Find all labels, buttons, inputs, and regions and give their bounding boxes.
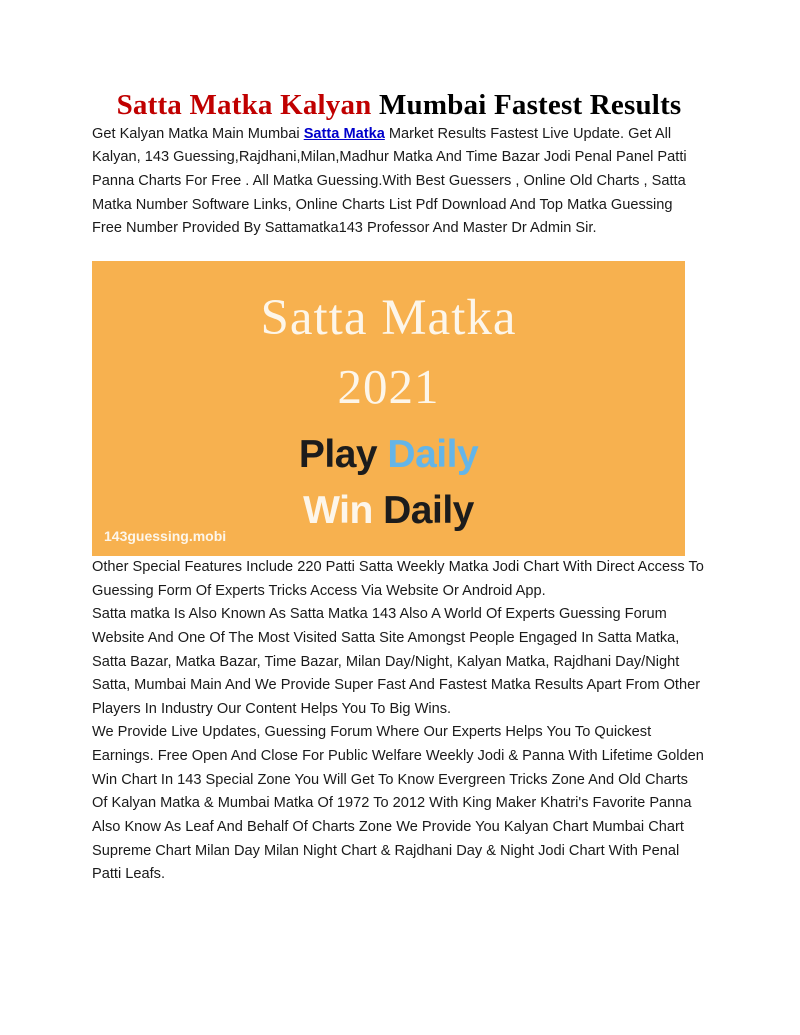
banner-play-daily-line (92, 433, 685, 477)
banner-play-word: Play (298, 433, 388, 476)
page-title (92, 0, 706, 123)
body-paragraph-3: We Provide Live Updates, Guessing Forum Where Our Experts Helps You To Quickest Earnings. Free Open And Close For Public Welfare Weekly Jodi & Panna With Lifetime Golden Win Chart In 143 Special Zone You Will Get To Know Evergreen Tricks Zone And Old Charts Of Kalyan Matka & Mumbai Matka Of 1972 To 2012 With King Maker Khatri's Favorite Panna Also Know As Leaf And Behalf Of Charts Zone We Provide You Kalyan Chart Mumbai Chart Supreme Chart Milan Day Milan Night Chart & Rajdhani Day & Night Jodi Chart With Penal Patti Leafs. (92, 724, 704, 883)
page-title-rest: Mumbai Fastest Results (371, 89, 682, 121)
body-paragraph-2: Satta matka Is Also Known As Satta Matka 143 Also A World Of Experts Guessing Forum Website And One Of The Most Visited Satta Site Amongst People Engaged In Satta Matka, Satta Bazar, Matka Bazar, Time Bazar, Milan Day/Night, Kalyan Matka, Rajdhani Day/Night Satta, Mumbai Main And We Provide Super Fast And Fastest Matka Results Apart From Other Players In Industry Our Content Helps You To Big Wins. (92, 606, 701, 717)
banner-year-line: 2021 (337, 359, 440, 414)
banner-daily-word-accent: Daily (387, 433, 479, 476)
page-title-highlight: Satta Matka Kalyan (116, 89, 372, 121)
banner-credit-text: 143guessing.mobi (104, 528, 227, 544)
intro-text-before-link: Get Kalyan Matka Main Mumbai (92, 125, 304, 142)
banner-win-daily-line (92, 489, 685, 533)
intro-paragraph (92, 123, 706, 241)
body-paragraph-1: Other Special Features Include 220 Patti Satta Weekly Matka Jodi Chart With Direct Access To Guessing Form Of Experts Tricks Access Via Website Or Android App. (92, 559, 704, 599)
banner-win-word: Win (303, 489, 384, 532)
intro-text-after-link: Market Results Fastest Live Update. Get All Kalyan, 143 Guessing,Rajdhani,Milan,Madhur Matka And Time Bazar Jodi Penal Panel Patti Panna Charts For Free . All Matka Guessing.With Best Guessers , Online Old Charts , Satta Matka Number Software Links, Online Charts List Pdf Download And Top Matka Guessing Free Number Provided By Sattamatka143 Professor And Master Dr Admin Sir. (92, 125, 687, 237)
banner-title-line: Satta Matka (260, 290, 517, 346)
banner-daily-word: Daily (383, 489, 474, 532)
satta-matka-banner-image (92, 261, 685, 556)
satta-matka-link[interactable]: Satta Matka (303, 125, 385, 142)
document-content (92, 0, 706, 887)
